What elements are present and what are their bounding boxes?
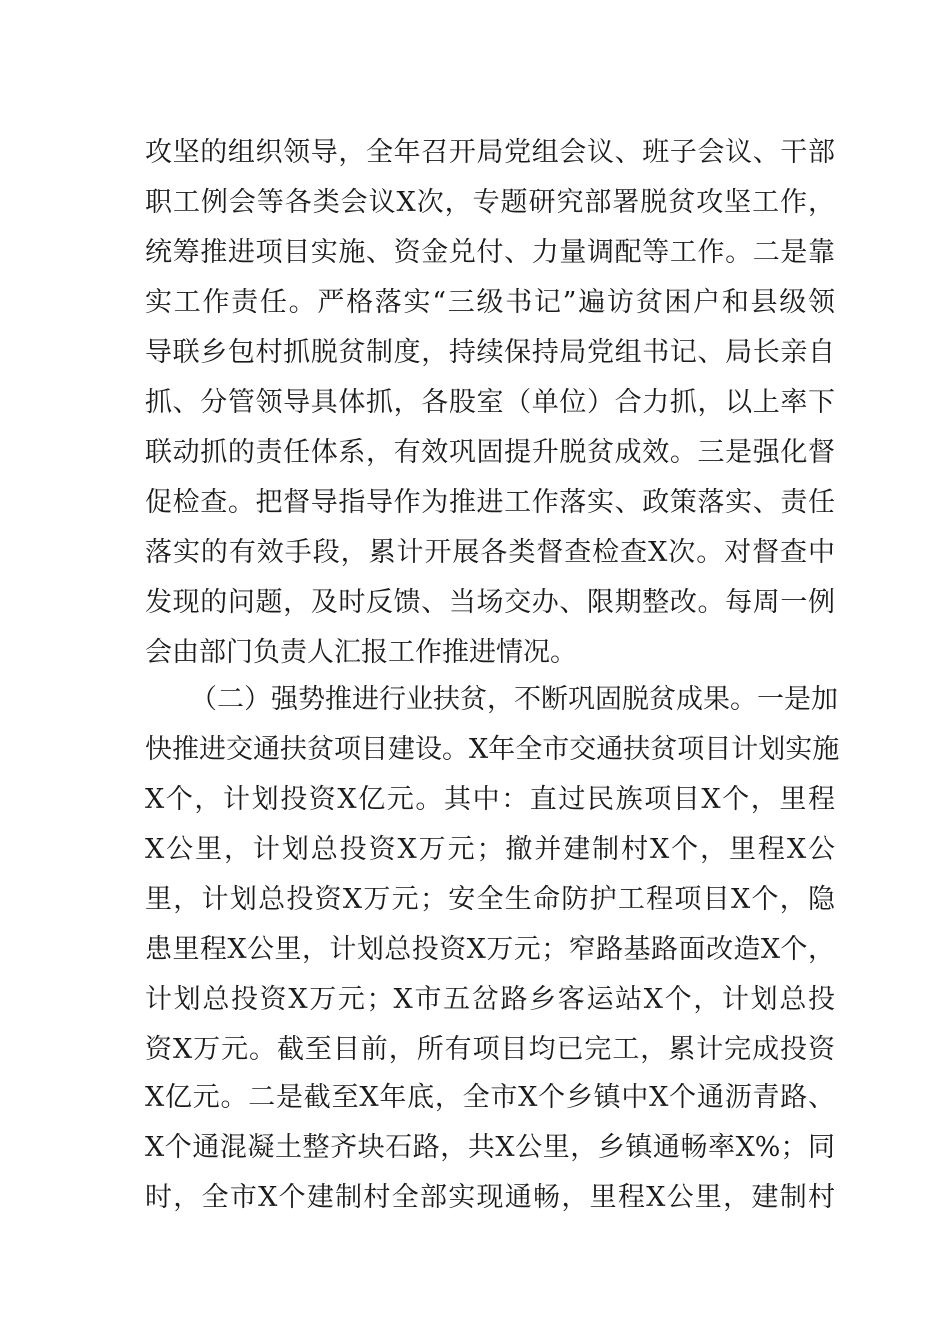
paragraph-line: 实工作责任。严格落实“三级书记”遍访贫困户和县级领 <box>145 287 835 318</box>
paragraph-last-line: 会由部门负责人汇报工作推进情况。 <box>145 637 577 668</box>
paragraph-line: 资X万元。截至目前，所有项目均已完工，累计完成投资 <box>145 1034 835 1065</box>
paragraph-line: 落实的有效手段，累计开展各类督查检查X次。对督查中 <box>145 537 835 568</box>
paragraph-line: X个，计划投资X亿元。其中：直过民族项目X个，里程 <box>145 784 835 815</box>
paragraph-line: 统筹推进项目实施、资金兑付、力量调配等工作。二是靠 <box>145 237 835 268</box>
paragraph-line: X个通混凝土整齐块石路，共X公里，乡镇通畅率X%；同 <box>145 1132 835 1163</box>
paragraph-line: 职工例会等各类会议X次，专题研究部署脱贫攻坚工作， <box>145 187 835 218</box>
paragraph-line: 患里程X公里，计划总投资X万元；窄路基路面改造X个， <box>145 934 835 965</box>
paragraph-line: 里，计划总投资X万元；安全生命防护工程项目X个，隐 <box>145 884 835 915</box>
paragraph-line: 攻坚的组织领导，全年召开局党组会议、班子会议、干部 <box>145 137 835 168</box>
paragraph-line: 快推进交通扶贫项目建设。X年全市交通扶贫项目计划实施 <box>145 734 840 765</box>
paragraph-line: 导联乡包村抓脱贫制度，持续保持局党组书记、局长亲自 <box>145 337 835 368</box>
paragraph-line: 时，全市X个建制村全部实现通畅，里程X公里，建制村 <box>145 1182 835 1213</box>
paragraph-line: 发现的问题，及时反馈、当场交办、限期整改。每周一例 <box>145 587 835 618</box>
paragraph-line: X公里，计划总投资X万元；撤并建制村X个，里程X公 <box>145 834 835 865</box>
paragraph-line: 促检查。把督导指导作为推进工作落实、政策落实、责任 <box>145 487 835 518</box>
paragraph-line: 联动抓的责任体系，有效巩固提升脱贫成效。三是强化督 <box>145 437 835 468</box>
paragraph-line: 抓、分管领导具体抓，各股室（单位）合力抓，以上率下 <box>145 387 835 418</box>
paragraph-line: X亿元。二是截至X年底，全市X个乡镇中X个通沥青路、 <box>145 1082 835 1113</box>
section-heading-line: （二）强势推进行业扶贫，不断巩固脱贫成果。一是加 <box>190 684 838 715</box>
paragraph-line: 计划总投资X万元；X市五岔路乡客运站X个，计划总投 <box>145 984 835 1015</box>
